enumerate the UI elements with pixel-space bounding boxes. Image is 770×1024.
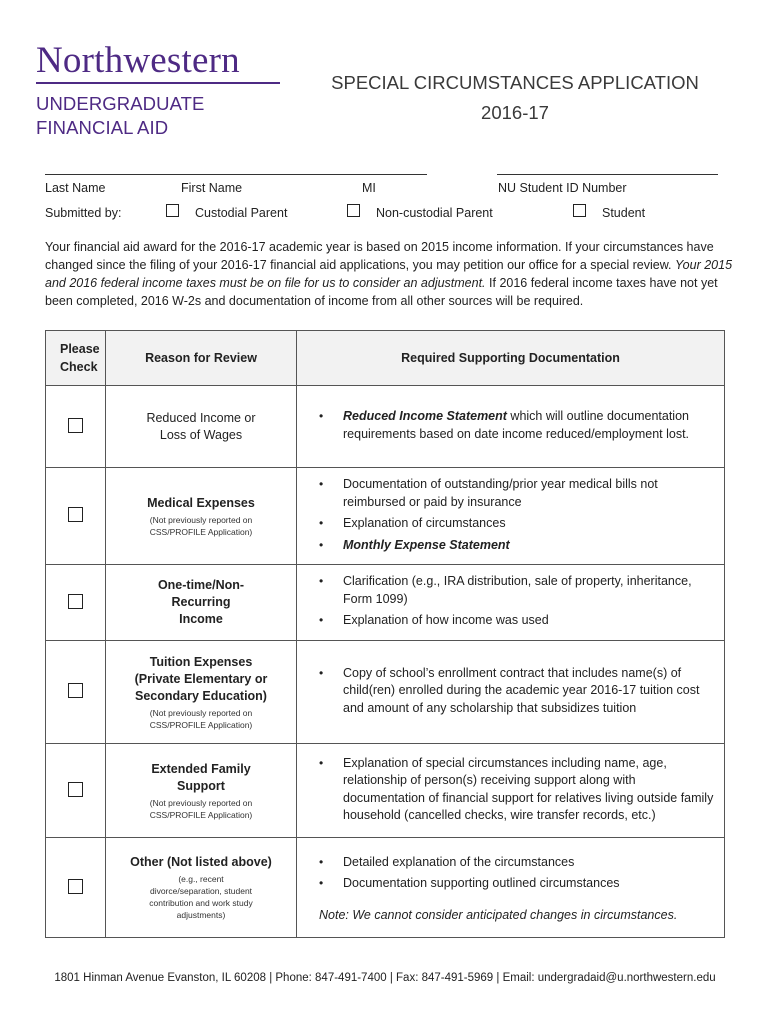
student-id-field-line[interactable] — [497, 174, 718, 175]
list-item: • Reduced Income Statement which will outline documentation requirements based on date income reduced/employment lost. — [317, 408, 714, 443]
student-label: Student — [602, 206, 646, 220]
table-row — [46, 838, 725, 938]
logo-rule — [36, 82, 280, 84]
noncustodial-parent-checkbox[interactable] — [347, 204, 360, 217]
student-id-label: NU Student ID Number — [498, 181, 627, 195]
table-row — [46, 744, 725, 838]
note-text: Note: We cannot consider anticipated changes in circumstances. — [319, 907, 678, 922]
logo-wordmark: Northwestern — [36, 40, 240, 81]
intro-text-end: If 2016 federal income taxes have not yet been completed, 2016 W-2s and documentation of income from all other sources will be required. — [45, 276, 718, 308]
list-item: • Detailed explanation of the circumstances — [317, 854, 714, 872]
reason-title: Medical Expenses — [147, 495, 255, 510]
reason-title: Extended Family Support — [151, 761, 251, 793]
reason-title: Tuition Expenses (Private Elementary or Secondary Education) — [134, 654, 268, 703]
table-row — [46, 468, 725, 565]
list-item: • Copy of school’s enrollment contract that includes name(s) of child(ren) enrolled during the academic year 2016-17 tuition cost and amount of any scholarship that subsidizes tuition — [317, 665, 714, 718]
student-checkbox[interactable] — [573, 204, 586, 217]
reason-note: (Not previously reported on CSS/PROFILE Application) — [149, 707, 253, 730]
list-item: • Monthly Expense Statement — [317, 537, 714, 555]
list-item: • Documentation of outstanding/prior year medical bills not reimbursed or paid by insurance — [317, 476, 714, 511]
first-name-label: First Name — [181, 181, 243, 195]
intro-italic-text: Your 2015 and 2016 federal income taxes must be on file for us to consider an adjustment. — [45, 258, 733, 290]
document-title: SPECIAL CIRCUMSTANCES APPLICATION — [331, 72, 699, 93]
header-documentation: Required Supporting Documentation — [297, 331, 725, 386]
reason-title: Reduced Income or Loss of Wages — [146, 410, 256, 442]
name-field-line[interactable] — [45, 174, 427, 175]
reduced-income-checkbox[interactable] — [68, 418, 83, 433]
noncustodial-parent-label: Non-custodial Parent — [376, 206, 493, 220]
reason-note: (Not previously reported on CSS/PROFILE Application) — [149, 514, 253, 537]
list-item: • Clarification (e.g., IRA distribution, sale of property, inheritance, Form 1099) — [317, 573, 714, 608]
intro-text: Your financial aid award for the 2016-17 academic year is based on 2015 income information. If your circumstances have changed since the filing of your 2016-17 financial aid applications, you may petition our office for a special review. — [45, 240, 714, 272]
circumstances-table — [45, 330, 724, 938]
reason-note: (e.g., recent divorce/separation, student contribution and work study adjustments) — [149, 874, 253, 920]
intro-paragraph — [45, 238, 735, 310]
reason-title: Other (Not listed above) — [130, 855, 272, 869]
list-item: • Explanation of circumstances — [317, 515, 714, 533]
reason-title: One-time/Non-Recurring Income — [157, 578, 245, 626]
other-checkbox[interactable] — [68, 879, 83, 894]
tuition-expenses-checkbox[interactable] — [68, 683, 83, 698]
footer-contact: 1801 Hinman Avenue Evanston, IL 60208 | Phone: 847-491-7400 | Fax: 847-491-5969 | Email: undergradaid@u.northwestern.edu — [54, 972, 716, 984]
table-row — [46, 641, 725, 744]
custodial-parent-checkbox[interactable] — [166, 204, 179, 217]
mi-label: MI — [362, 181, 376, 195]
list-item: • Explanation of special circumstances including name, age, relationship of person(s) receiving support along with documentation of financial support for relatives living outside family household (cancelled checks, wire transfer records, etc.) — [317, 755, 714, 825]
document-year: 2016-17 — [481, 102, 549, 123]
table-row — [46, 386, 725, 468]
list-item: • Documentation supporting outlined circumstances — [317, 875, 714, 893]
submitted-by-label: Submitted by: — [45, 206, 122, 220]
header-reason: Reason for Review — [106, 331, 297, 386]
last-name-label: Last Name — [45, 181, 106, 195]
logo-subtitle-line2: FINANCIAL AID — [36, 117, 169, 138]
custodial-parent-label: Custodial Parent — [195, 206, 288, 220]
extended-family-checkbox[interactable] — [68, 782, 83, 797]
reason-note: (Not previously reported on CSS/PROFILE Application) — [149, 797, 253, 820]
list-item: • Explanation of how income was used — [317, 612, 714, 630]
table-row — [46, 565, 725, 641]
logo-subtitle-line1: UNDERGRADUATE — [36, 93, 205, 114]
one-time-income-checkbox[interactable] — [68, 594, 83, 609]
table-header-row — [46, 331, 725, 386]
medical-expenses-checkbox[interactable] — [68, 507, 83, 522]
header-please-check: Please Check — [46, 331, 106, 386]
